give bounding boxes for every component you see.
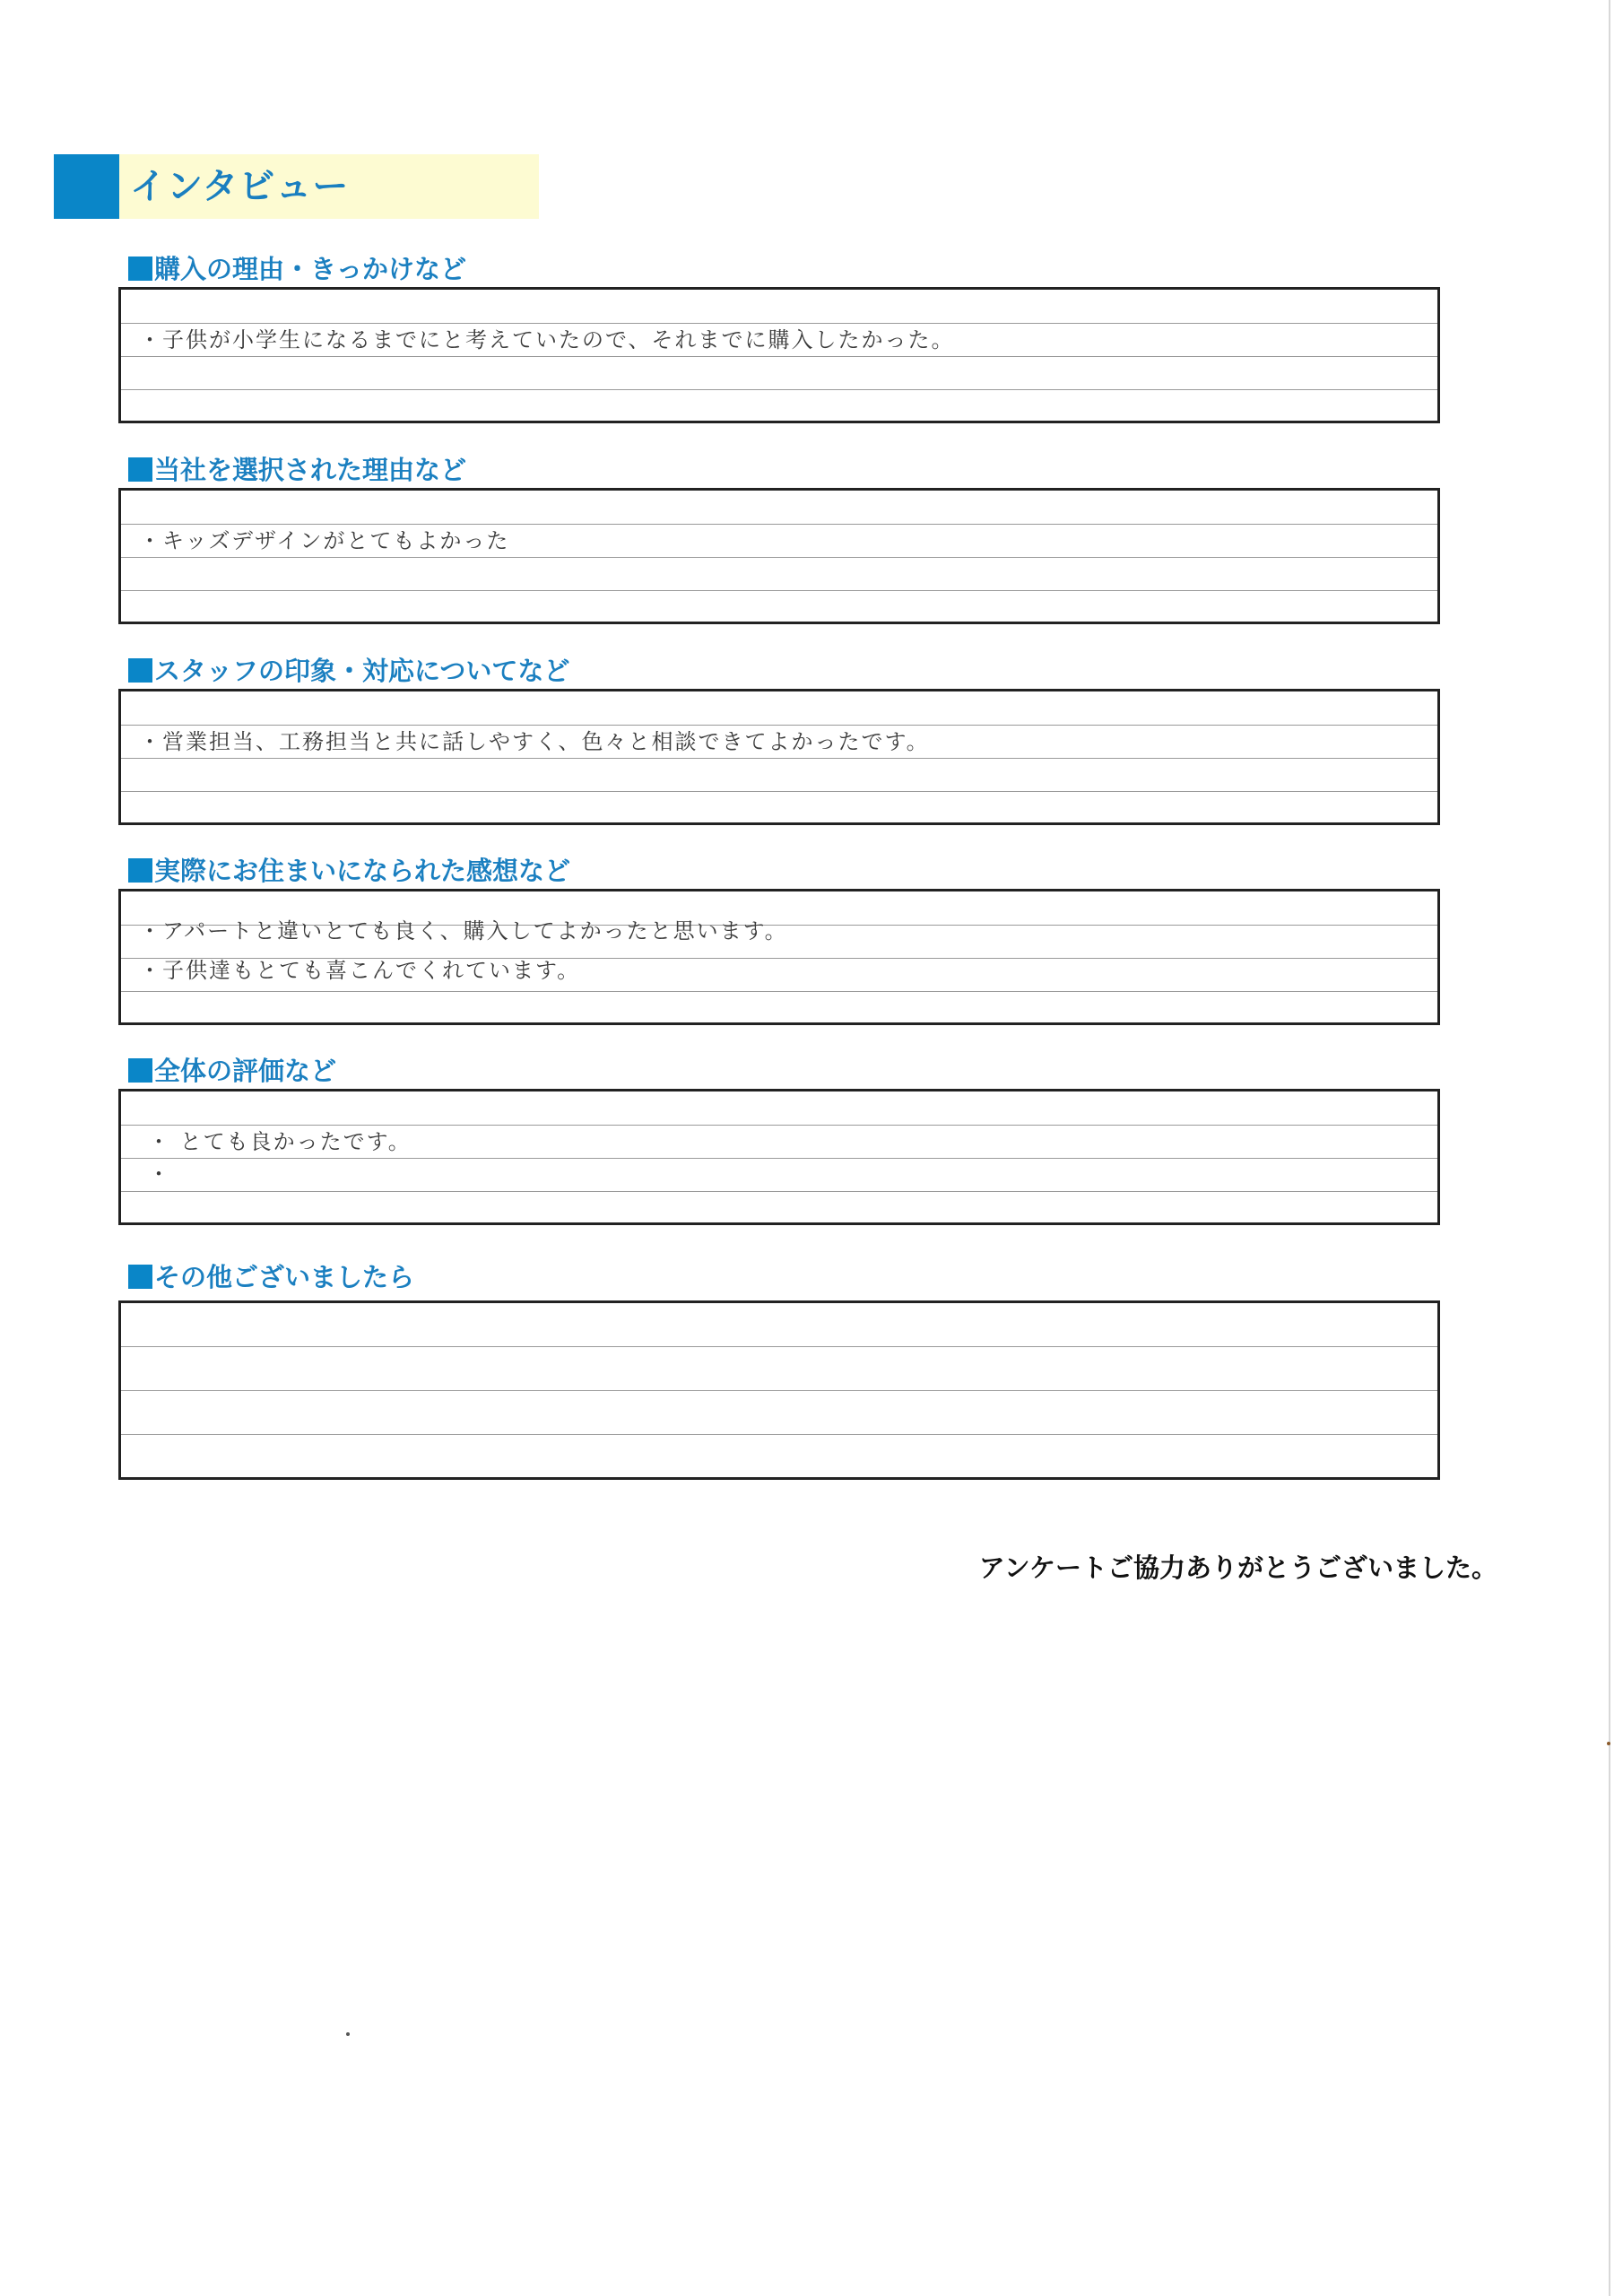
answer-line: ・ とても良かったです。 xyxy=(148,1129,412,1154)
answer-line: ・子供達もとても喜こんでくれています。 xyxy=(139,958,581,983)
section-title: 購入の理由・きっかけなど xyxy=(128,251,466,287)
square-bullet-icon xyxy=(128,457,152,482)
square-bullet-icon xyxy=(128,858,152,883)
scan-speck xyxy=(1607,1742,1610,1745)
square-bullet-icon xyxy=(128,257,152,281)
section-title: 実際にお住まいになられた感想など xyxy=(128,853,570,889)
answer-box xyxy=(118,889,1440,1025)
answer-box xyxy=(118,287,1440,423)
answer-line: ・ xyxy=(148,1161,171,1187)
square-bullet-icon xyxy=(128,1265,152,1289)
square-bullet-icon xyxy=(128,658,152,683)
section-title: 当社を選択された理由など xyxy=(128,452,466,488)
answer-line: ・キッズデザインがとてもよかった xyxy=(139,528,510,553)
answer-box xyxy=(118,689,1440,825)
thank-you-message: アンケートご協力ありがとうございました。 xyxy=(978,1552,1497,1583)
answer-line: ・アパートと違いとても良く、購入してよかったと思います。 xyxy=(139,918,788,944)
scan-speck xyxy=(346,2032,350,2036)
square-bullet-icon xyxy=(128,1058,152,1083)
header-marker xyxy=(54,154,119,219)
answer-box xyxy=(118,1300,1440,1480)
answer-box xyxy=(118,488,1440,624)
answer-line: ・営業担当、工務担当と共に話しやすく、色々と相談できてよかったです。 xyxy=(139,729,930,754)
section-title: 全体の評価など xyxy=(128,1053,336,1089)
answer-line: ・子供が小学生になるまでにと考えていたので、それまでに購入したかった。 xyxy=(139,327,955,352)
section-title: その他ございましたら xyxy=(128,1259,414,1295)
scan-edge xyxy=(1609,0,1610,2296)
section-title: スタッフの印象・対応についてなど xyxy=(128,653,569,689)
answer-box xyxy=(118,1089,1440,1225)
page-title: インタビュー xyxy=(130,166,350,207)
